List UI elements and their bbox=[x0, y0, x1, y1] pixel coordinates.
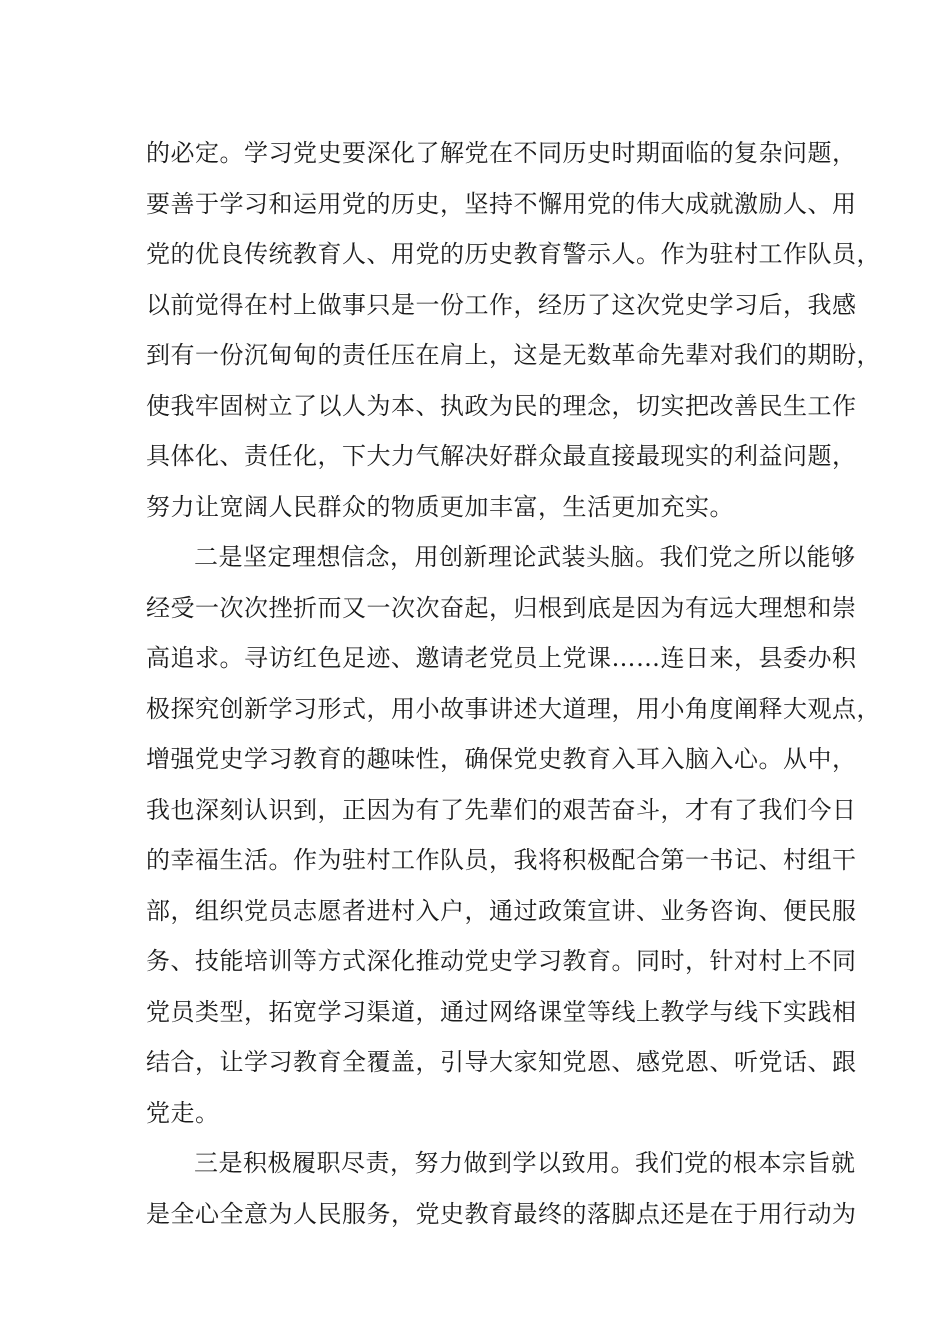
text-line: 党走。 bbox=[146, 1098, 220, 1127]
text-line: 务、技能培训等方式深化推动党史学习教育。同时，针对村上不同 bbox=[146, 947, 857, 975]
paragraph-start-line: 三是积极履职尽责，努力做到学以致用。我们党的根本宗旨就 bbox=[194, 1149, 856, 1177]
text-line: 部，组织党员志愿者进村入户，通过政策宣讲、业务咨询、便民服 bbox=[146, 896, 857, 925]
text-line: 结合，让学习教育全覆盖，引导大家知党恩、感党恩、听党话、跟 bbox=[146, 1048, 857, 1076]
text-line: 党员类型，拓宽学习渠道，通过网络课堂等线上教学与线下实践相 bbox=[146, 997, 857, 1026]
text-line: 以前觉得在村上做事只是一份工作，经历了这次党史学习后，我感 bbox=[146, 290, 857, 319]
text-line: 到有一份沉甸甸的责任压在肩上，这是无数革命先辈对我们的期盼， bbox=[146, 341, 881, 369]
text-line: 努力让宽阔人民群众的物质更加丰富，生活更加充实。 bbox=[146, 492, 734, 521]
text-line: 具体化、责任化，下大力气解决好群众最直接最现实的利益问题， bbox=[146, 442, 857, 470]
text-line: 的幸福生活。作为驻村工作队员，我将积极配合第一书记、村组干 bbox=[146, 846, 857, 874]
text-line: 经受一次次挫折而又一次次奋起，归根到底是因为有远大理想和崇 bbox=[146, 593, 857, 622]
text-line: 要善于学习和运用党的历史，坚持不懈用党的伟大成就激励人、用 bbox=[146, 189, 857, 218]
text-line: 是全心全意为人民服务，党史教育最终的落脚点还是在于用行动为 bbox=[146, 1199, 857, 1228]
text-line: 使我牢固树立了以人为本、执政为民的理念，切实把改善民生工作 bbox=[146, 391, 857, 420]
text-line: 高追求。寻访红色足迹、邀请老党员上党课……连日来，县委办积 bbox=[146, 644, 857, 672]
text-line: 党的优良传统教育人、用党的历史教育警示人。作为驻村工作队员， bbox=[146, 240, 881, 268]
text-line: 我也深刻认识到，正因为有了先辈们的艰苦奋斗，才有了我们今日 bbox=[146, 795, 857, 824]
text-line: 极探究创新学习形式，用小故事讲述大道理，用小角度阐释大观点， bbox=[146, 694, 881, 723]
paragraph-start-line: 二是坚定理想信念，用创新理论武装头脑。我们党之所以能够 bbox=[194, 543, 856, 571]
text-line: 增强党史学习教育的趣味性，确保党史教育入耳入脑入心。从中， bbox=[146, 745, 857, 773]
document-body bbox=[146, 128, 881, 1239]
text-line: 的必定。学习党史要深化了解党在不同历史时期面临的复杂问题， bbox=[146, 139, 857, 167]
